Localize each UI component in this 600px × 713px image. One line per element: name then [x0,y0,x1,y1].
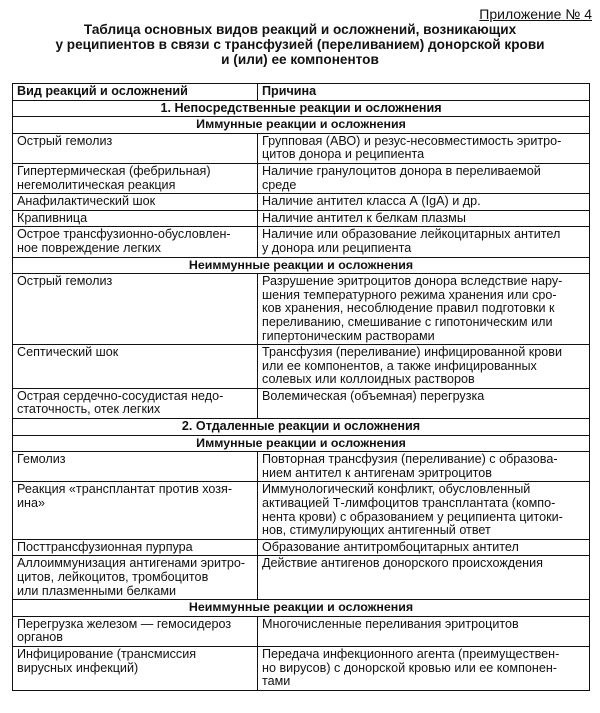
column-header-type: Вид реакций и осложнений [13,84,258,101]
document-title: Таблица основных видов реакций и осложнений, возникающих у реципиентов в связи с трансфузией (переливанием) донорской крови и (или) ее компонентов [55,22,545,67]
section-row [13,419,590,436]
cause-cell: Разрушение эритроцитов донора вследствие нару- шения температурного режима хранения или сро- ков хранения, несоблюдение правил подготовки к переливанию, смешивание с гипотоническим или гипертоническим растворами [258,274,590,345]
reaction-type-cell: Перегрузка железом — гемосидероз органов [13,616,258,646]
reaction-type-cell: Острое трансфузионно-обусловлен- ное повреждение легких [13,227,258,257]
table-row [13,646,590,690]
appendix-label: Приложение № 4 [479,6,592,22]
subsection-heading: Иммунные реакции и осложнения [13,117,590,134]
table-row [13,556,590,600]
reaction-type-cell: Аллоиммунизация антигенами эритро- цитов, лейкоцитов, тромбоцитов или плазменными белками [13,556,258,600]
cause-cell: Повторная трансфузия (переливание) с образова- нием антител к антигенам эритроцитов [258,452,590,482]
table-row [13,345,590,389]
cause-cell: Иммунологический конфликт, обусловленный активацией Т-лимфоцитов трансплантата (компо- нента крови) с образованием у реципиента цитоки- нов, стимулирующих антигенный ответ [258,482,590,539]
cause-cell: Многочисленные переливания эритроцитов [258,616,590,646]
table-row [13,388,590,418]
reaction-type-cell: Посттрансфузионная пурпура [13,539,258,556]
reaction-type-cell: Септический шок [13,345,258,389]
reaction-type-cell: Анафилактический шок [13,194,258,211]
table-row [13,482,590,539]
cause-cell: Образование антитромбоцитарных антител [258,539,590,556]
reaction-type-cell: Острый гемолиз [13,274,258,345]
subsection-heading: Иммунные реакции и осложнения [13,435,590,452]
cause-cell: Наличие или образование лейкоцитарных антител у донора или реципиента [258,227,590,257]
reactions-table [12,83,590,691]
subsection-row [13,117,590,134]
cause-cell: Волемическая (объемная) перегрузка [258,388,590,418]
table-row [13,616,590,646]
table-row [13,194,590,211]
subsection-heading: Неиммунные реакции и осложнения [13,600,590,617]
reaction-type-cell: Гипертермическая (фебрильная) негемолитическая реакция [13,163,258,193]
subsection-row [13,435,590,452]
cause-cell: Действие антигенов донорского происхождения [258,556,590,600]
cause-cell: Наличие антител к белкам плазмы [258,210,590,227]
table-row [13,274,590,345]
reaction-type-cell: Реакция «трансплантат против хозя- ина» [13,482,258,539]
table-row [13,452,590,482]
table-body [13,100,590,690]
table-row [13,227,590,257]
table-header-row [13,84,590,101]
reaction-type-cell: Острая сердечно-сосудистая недо- статочность, отек легких [13,388,258,418]
reaction-type-cell: Инфицирование (трансмиссия вирусных инфекций) [13,646,258,690]
table-row [13,539,590,556]
reaction-type-cell: Гемолиз [13,452,258,482]
cause-cell: Групповая (АВО) и резус-несовместимость эритро- цитов донора и реципиента [258,133,590,163]
subsection-row [13,257,590,274]
cause-cell: Трансфузия (переливание) инфицированной крови или ее компонентов, а также инфицированных солевых или коллоидных растворов [258,345,590,389]
reaction-type-cell: Острый гемолиз [13,133,258,163]
subsection-heading: Неиммунные реакции и осложнения [13,257,590,274]
table-row [13,210,590,227]
section-row [13,100,590,117]
cause-cell: Наличие гранулоцитов донора в переливаемой среде [258,163,590,193]
reaction-type-cell: Крапивница [13,210,258,227]
cause-cell: Наличие антител класса А (IgA) и др. [258,194,590,211]
subsection-row [13,600,590,617]
column-header-cause: Причина [258,84,590,101]
section-heading: 1. Непосредственные реакции и осложнения [13,100,590,117]
section-heading: 2. Отдаленные реакции и осложнения [13,419,590,436]
table-row [13,133,590,163]
table-row [13,163,590,193]
cause-cell: Передача инфекционного агента (преимуществен- но вирусов) с донорской кровью или ее компонен- тами [258,646,590,690]
